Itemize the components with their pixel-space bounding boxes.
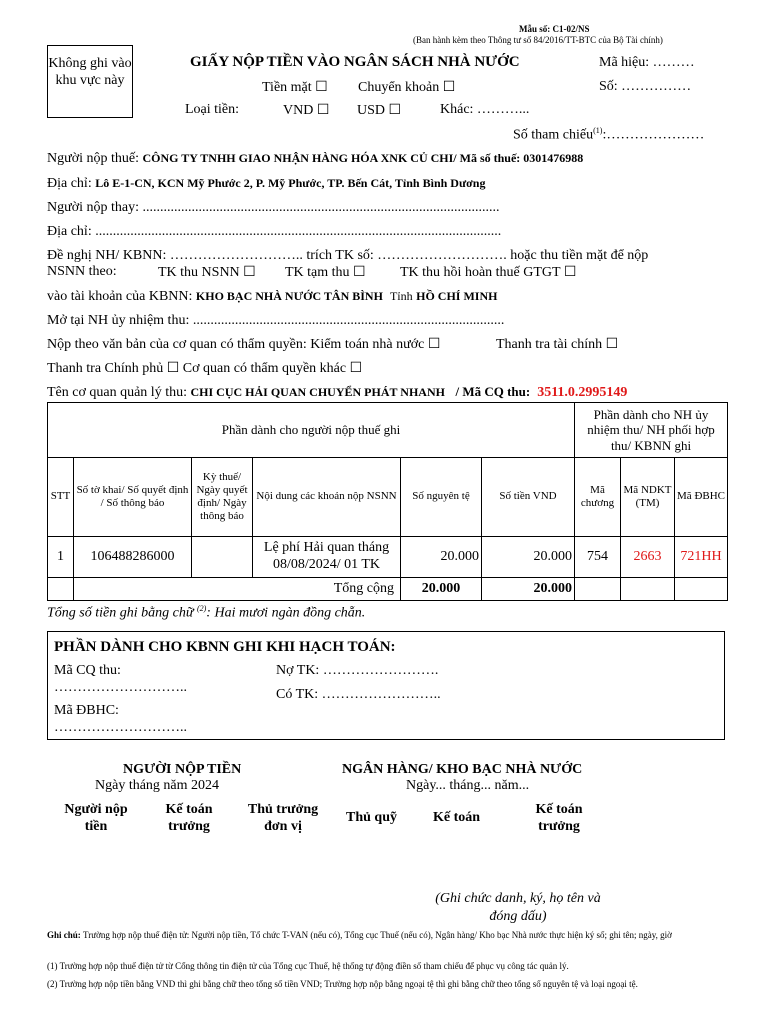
total-vnd: 20.000 (482, 578, 575, 601)
amount-in-words (47, 604, 365, 622)
amount-words-label: Tổng số tiền ghi bằng chữ (47, 605, 197, 621)
row-noi-dung: Lệ phí Hải quan tháng 08/08/2024/ 01 TK (253, 537, 401, 578)
vnd-option: VND ☐ (283, 103, 330, 118)
cash-option: Tiền mặt ☐ (262, 80, 328, 95)
tk-thu-option: TK thu NSNN ☐ (158, 265, 256, 280)
row-nguyen-te: 20.000 (401, 537, 482, 578)
header-bank-section: Phần dành cho NH ủy nhiệm thu/ NH phối hợp thu/ KBNN ghi (575, 403, 728, 458)
treasury-value: KHO BẠC NHÀ NƯỚC TÂN BÌNH (195, 289, 383, 303)
col-ky-thue: Kỳ thuế/ Ngày quyết định/ Ngày thông báo (192, 458, 253, 537)
issuance-note: (Ban hành kèm theo Thông tư số 84/2016/TT-BTC của Bộ Tài chính) (413, 35, 663, 45)
col-dbhc: Mã ĐBHC (675, 458, 728, 537)
transfer-option: Chuyển khoản ☐ (358, 80, 456, 95)
agency-code-value: 3511.0.2995149 (537, 385, 628, 400)
province-value: HỒ CHÍ MINH (416, 289, 498, 303)
treasury-section (47, 631, 725, 740)
ma-hieu: Mã hiệu: ……… (599, 55, 695, 70)
row-so-to-khai: 106488286000 (74, 537, 192, 578)
tk-tam-thu-option: TK tạm thu ☐ (285, 265, 366, 280)
signature-note: (Ghi chức danh, ký, họ tên và đóng dấu) (435, 891, 601, 924)
general-note (47, 930, 719, 941)
col-chuong: Mã chương (575, 458, 621, 537)
table-row (48, 537, 728, 578)
row-stt: 1 (48, 537, 74, 578)
document-number: Số: …………… (599, 79, 692, 94)
bank-line: Mở tại NH ủy nhiệm thu: ......................................................................................... (47, 313, 505, 328)
payer-signature-title: NGƯỜI NỘP TIỀN (123, 762, 242, 777)
amount-words-value: : Hai mươi ngàn đồng chẵn. (206, 605, 366, 621)
table-header-row-2 (48, 458, 728, 537)
kbnn-ma-cq: Mã CQ thu: (54, 663, 121, 678)
role-nguoi-nop: Người nộp tiền (64, 802, 128, 834)
general-note-text: Trường hợp nộp thuế điện tử: Người nộp tiền, Tổ chức T-VAN (nếu có), Tổng cục Thuế (nếu có), Ngân hàng/ Kho bạc Nhà nước thực hiện ký số; ghi tên; ngày, giờ (83, 930, 672, 940)
agency-value: CHI CỤC HẢI QUAN CHUYỂN PHÁT NHANH (190, 385, 445, 399)
payer-label: Người nộp thuế: (47, 151, 143, 166)
row-vnd: 20.000 (482, 537, 575, 578)
reference-label: Số tham chiếu (513, 127, 594, 143)
agency-code-label: / Mã CQ thu: (455, 384, 531, 399)
proxy-address-line: Địa chỉ: .................................................................................................................... (47, 224, 502, 239)
gov-inspect-line: Thanh tra Chính phủ ☐ Cơ quan có thẩm quyền khác ☐ (47, 361, 363, 376)
col-noi-dung: Nội dung các khoản nộp NSNN (253, 458, 401, 537)
col-ndkt: Mã NDKT (TM) (621, 458, 675, 537)
kbnn-ma-cq-dots: ……………………….. (54, 680, 187, 695)
reserved-box-text: Không ghi vào khu vực này (48, 56, 132, 88)
reserved-box (47, 45, 133, 118)
agency-label: Tên cơ quan quản lý thu: (47, 385, 191, 400)
bank-signature-title: NGÂN HÀNG/ KHO BẠC NHÀ NƯỚC (342, 762, 583, 777)
reference-number (513, 126, 704, 144)
finance-inspect-option: Thanh tra tài chính ☐ (496, 337, 619, 352)
payer-value: CÔNG TY TNHH GIAO NHẬN HÀNG HÓA XNK CỦ CHI/ Mã số thuế: 0301476988 (142, 151, 584, 165)
treasury-label: vào tài khoản của KBNN: (47, 289, 196, 304)
table-header-row-1 (48, 403, 728, 458)
footnote-1: (1) Trường hợp nộp thuế điện tử từ Cổng thông tin điện tử của Tổng cục Thuế, hệ thống tự động điền số tham chiếu để phục vụ công tác quản lý. (47, 961, 569, 971)
usd-option: USD ☐ (357, 103, 402, 118)
other-currency: Khác: ………... (440, 102, 530, 117)
total-label: Tổng cộng (74, 578, 401, 601)
role-ke-toan-truong: Kế toán trưởng (165, 802, 213, 834)
province-label: Tỉnh (389, 289, 413, 303)
kbnn-no-tk: Nợ TK: ……………………. (276, 663, 439, 678)
row-ndkt: 2663 (621, 537, 675, 578)
address-value: Lô E-1-CN, KCN Mỹ Phước 2, P. Mỹ Phước, TP. Bến Cát, Tỉnh Bình Dương (95, 176, 486, 190)
request-line: Đề nghị NH/ KBNN: ……………………….. trích TK số: ………………………. hoặc thu tiền mặt để nộp (47, 248, 649, 263)
col-nguyen-te: Số nguyên tệ (401, 458, 482, 537)
bank-date: Ngày... tháng... năm... (406, 778, 530, 793)
nsnn-theo: NSNN theo: (47, 264, 117, 279)
treasury-section-title: PHẦN DÀNH CHO KBNN GHI KHI HẠCH TOÁN: (54, 639, 396, 655)
footnote-2: (2) Trường hợp nộp tiền bằng VND thì ghi bằng chữ theo tổng số tiền VND; Trường hợp nộp bằng ngoại tệ thì ghi bằng chữ theo tổng số nguyên tệ và loại ngoại tệ. (47, 979, 638, 989)
row-ky-thue (192, 537, 253, 578)
address-line (47, 176, 485, 192)
tk-hoan-option: TK thu hồi hoàn thuế GTGT ☐ (400, 265, 577, 280)
kbnn-co-tk: Có TK: …………………….. (276, 687, 441, 702)
role-thu-quy: Thủ quỹ (346, 810, 397, 825)
col-so-to-khai: Số tờ khai/ Số quyết định / Số thông báo (74, 458, 192, 537)
col-stt: STT (48, 458, 74, 537)
payer-date: Ngày tháng năm 2024 (95, 778, 220, 793)
kbnn-ma-dbhc: Mã ĐBHC: (54, 703, 119, 718)
total-nguyen-te: 20.000 (401, 578, 482, 601)
kbnn-ma-dbhc-dots: ……………………….. (54, 720, 187, 735)
row-dbhc: 721HH (675, 537, 728, 578)
agency-line (47, 384, 627, 401)
total-row (48, 578, 728, 601)
general-note-label: Ghi chú: (47, 930, 84, 940)
row-chuong: 754 (575, 537, 621, 578)
payment-table (47, 402, 728, 601)
role-bank-ke-toan-truong: Kế toán trưởng (535, 802, 583, 834)
role-ke-toan: Kế toán (433, 810, 481, 825)
role-thu-truong: Thủ trưởng đơn vị (247, 802, 319, 834)
treasury-line (47, 289, 497, 305)
reference-dots: :………………… (602, 127, 705, 143)
form-code: Mẫu số: C1-02/NS (519, 24, 590, 34)
payer-line (47, 151, 583, 167)
authority-line: Nộp theo văn bản của cơ quan có thẩm quyền: Kiểm toán nhà nước ☐ (47, 337, 441, 352)
reference-sup: (1) (593, 126, 603, 135)
header-payer-section: Phần dành cho người nộp thuế ghi (48, 403, 575, 458)
currency-label: Loại tiền: (185, 102, 240, 117)
address-label: Địa chỉ: (47, 176, 96, 191)
document-title: GIẤY NỘP TIỀN VÀO NGÂN SÁCH NHÀ NƯỚC (190, 54, 520, 70)
col-vnd: Số tiền VND (482, 458, 575, 537)
proxy-payer-line: Người nộp thay: ...................................................................................................... (47, 200, 500, 215)
amount-words-sup: (2) (196, 604, 207, 613)
